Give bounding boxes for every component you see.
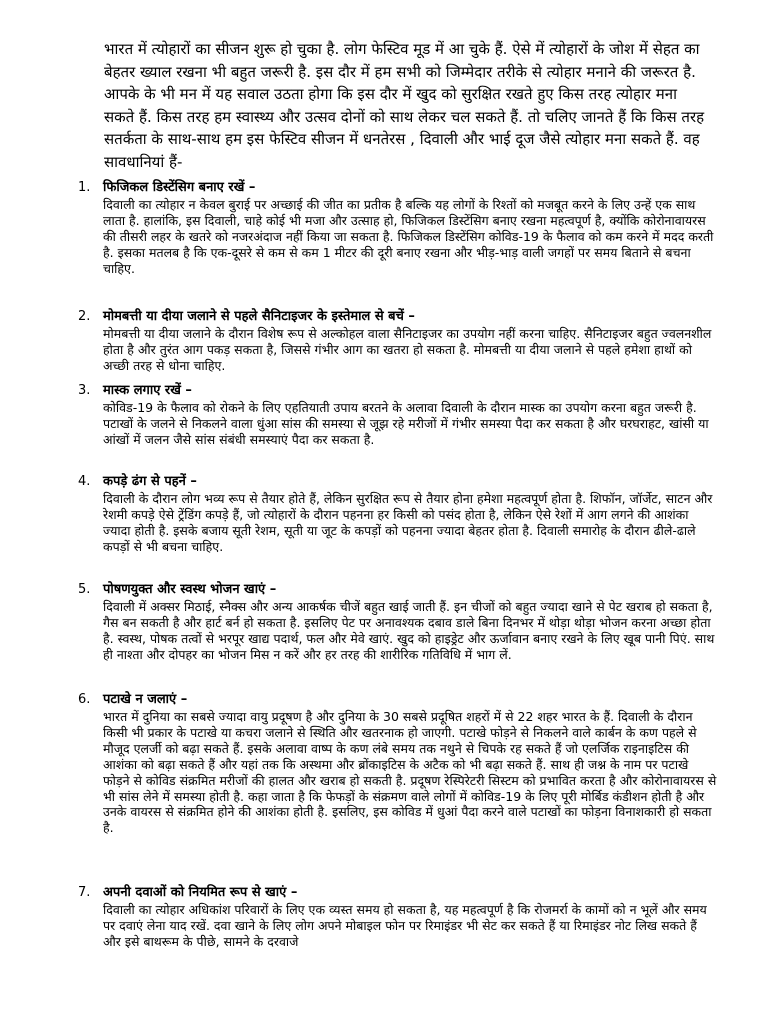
list-item-number: 3.	[78, 383, 91, 398]
list-item-title: मोमबत्ती या दीया जलाने से पहले सैनिटाइजर के इस्तेमाल से बचें –	[103, 309, 415, 324]
list-item-number: 1.	[78, 180, 91, 195]
list-item-body: दिवाली में अक्सर मिठाई, स्नैक्स और अन्य आकर्षक चीजें बहुत खाई जाती हैं. इन चीजों को बहुत ज्यादा खाने से पेट खराब हो सकता है, गैस बन सकती है और हार्ट बर्न हो सकता है. इसलिए पेट पर अनावश्यक दबाव डाले बिना दिनभर में थोड़ा थोड़ा भोजन करना अच्छा होता है. स्वस्थ, पोषक तत्वों से भरपूर खाद्य पदार्थ, फल और मेवे खाएं. खुद को हाइड्रेट और ऊर्जावान बनाए रखने के लिए खूब पानी पिएं. साथ ही नाश्ता और दोपहर का भोजन मिस न करें और हर तरह की शारीरिक गतिविधि में भाग लें.	[103, 599, 715, 662]
list-item-body: मोमबत्ती या दीया जलाने के दौरान विशेष रूप से अल्कोहल वाला सैनिटाइजर का उपयोग नहीं करना चाहिए. सैनिटाइजर बहुत ज्वलनशील होता है और तुरंत आग पकड़ सकता है, जिससे गंभीर आग का खतरा हो सकता है. मोमबत्ती या दीया जलाने से पहले हमेशा हाथों को अच्छी तरह से धोना चाहिए.	[103, 326, 712, 373]
list-item-title: पटाखे न जलाएं –	[103, 692, 188, 707]
list-item-body: भारत में दुनिया का सबसे ज्यादा वायु प्रदूषण है और दुनिया के 30 सबसे प्रदूषित शहरों में से 22 शहर भारत के हैं. दिवाली के दौरान किसी भी प्रकार के पटाखे या कचरा जलाने से स्थिति और खतरनाक हो जाएगी. पटाखे फोड़ने से निकलने वाले कार्बन के कण पहले से मौजूद एलर्जी को बढ़ा सकते हैं. इसके अलावा वाष्प के कण लंबे समय तक नथुने से चिपके रह सकते हैं जो एलर्जिक राइनाइटिस की आशंका को बढ़ा सकते हैं और यहां तक कि अस्थमा और ब्रोंकाइटिस के अटैक को भी बढ़ा सकते हैं. साथ ही जश्न के नाम पर पटाखे फोड़ने से कोविड संक्रमित मरीजों की हालत और खराब हो सकती है. प्रदूषण रेस्पिरेटरी सिस्टम को प्रभावित करता है और कोरोनावायरस से भी सांस लेने में समस्या होती है. कहा जाता है कि फेफड़ों के संक्रमण वाले लोगों में कोविड-19 के लिए पूरी मोर्बिड कंडीशन होती है और उनके वायरस से संक्रमित होने की आशंका होती है. इसलिए, इस कोविड में धुआं पैदा करने वाले पटाखों का फोड़ना विनाशकारी हो सकता है.	[103, 709, 717, 836]
list-item-number: 4.	[78, 474, 91, 489]
list-item-number: 2.	[78, 309, 91, 324]
list-item-number: 6.	[78, 692, 91, 707]
list-item-title: कपड़े ढंग से पहनें –	[103, 474, 197, 489]
list-item-title: पोषणयुक्त और स्वस्थ भोजन खाएं –	[103, 582, 277, 597]
list-item-number: 7.	[78, 885, 91, 900]
list-item-body: दिवाली के दौरान लोग भव्य रूप से तैयार होते हैं, लेकिन सुरक्षित रूप से तैयार होना हमेशा महत्वपूर्ण होता है. शिफॉन, जॉर्जेट, साटन और रेशमी कपड़े ऐसे ट्रेंडिंग कपड़े हैं, जो त्योहारों के दौरान पहनना हर किसी को पसंद होता है, लेकिन ऐसे रेशों में आग लगने की आशंका ज्यादा होती है. इसके बजाय सूती रेशम, सूती या जूट के कपड़ों को पहनना ज्यादा बेहतर होता है. दिवाली समारोह के दौरान ढीले-ढाले कपड़ों से भी बचना चाहिए.	[103, 491, 713, 554]
list-item-number: 5.	[78, 582, 91, 597]
list-item-body: दिवाली का त्योहार अधिकांश परिवारों के लिए एक व्यस्त समय हो सकता है, यह महत्वपूर्ण है कि रोजमर्रा के कामों को न भूलें और समय पर दवाएं लेना याद रखें. दवा खाने के लिए लोग अपने मोबाइल फोन पर रिमाइंडर भी सेट कर सकते हैं या रिमाइंडर नोट लिख सकते हैं और इसे बाथरूम के पीछे, सामने के दरवाजे	[103, 902, 707, 949]
list-item-title: फिजिकल डिस्टेंसिग बनाए रखें –	[103, 180, 256, 195]
list-item-title: अपनी दवाओं को नियमित रूप से खाएं –	[103, 885, 298, 900]
list-item-body: कोविड-19 के फैलाव को रोकने के लिए एहतियाती उपाय बरतने के अलावा दिवाली के दौरान मास्क का उपयोग करना बहुत जरूरी है. पटाखों के जलने से निकलने वाला धुंआ सांस की समस्या से जूझ रहे मरीजों में गंभीर समस्या पैदा कर सकता है और घरघराहट, खांसी या आंखों में जलन जैसे सांस संबंधी समस्याएं पैदा कर सकता है.	[103, 400, 709, 447]
list-item-body: दिवाली का त्योहार न केवल बुराई पर अच्छाई की जीत का प्रतीक है बल्कि यह लोगों के रिश्तों को मजबूत करने के लिए उन्हें एक साथ लाता है. हालांकि, इस दिवाली, चाहे कोई भी मजा और उत्साह हो, फिजिकल डिस्टेंसिग बनाए रखना महत्वपूर्ण है, क्योंकि कोरोनावायरस की तीसरी लहर के खतरे को नजरअंदाज नहीं किया जा सकता है. फिजिकल डिस्टेंसिग कोविड-19 के फैलाव को कम करने में मदद करती है. इसका मतलब है कि एक-दूसरे से कम से कम 1 मीटर की दूरी बनाए रखना और भीड़-भाड़ वाली जगहों पर समय बिताने से बचना चाहिए.	[103, 197, 714, 276]
intro-paragraph: भारत में त्योहारों का सीजन शुरू हो चुका है. लोग फेस्टिव मूड में आ चुके हैं. ऐसे में त्योहारों के जोश में सेहत का बेहतर ख्याल रखना भी बहुत जरूरी है. इस दौर में हम सभी को जिम्मेदार तरीके से त्योहार मनाने की जरूरत है. आपके के भी मन में यह सवाल उठता होगा कि इस दौर में खुद को सुरक्षित रखते हुए किस तरह त्योहार मना सकते हैं. किस तरह हम स्वास्थ्य और उत्सव दोनों को साथ लेकर चल सकते हैं. तो चलिए जानते हैं कि किस तरह सतर्कता के साथ-साथ हम इस फेस्टिव सीजन में धनतेरस , दिवाली और भाई दूज जैसे त्योहार मना सकते हैं. वह सावधानियां हैं-	[104, 40, 705, 171]
list-item-title: मास्क लगाए रखें –	[103, 383, 192, 398]
